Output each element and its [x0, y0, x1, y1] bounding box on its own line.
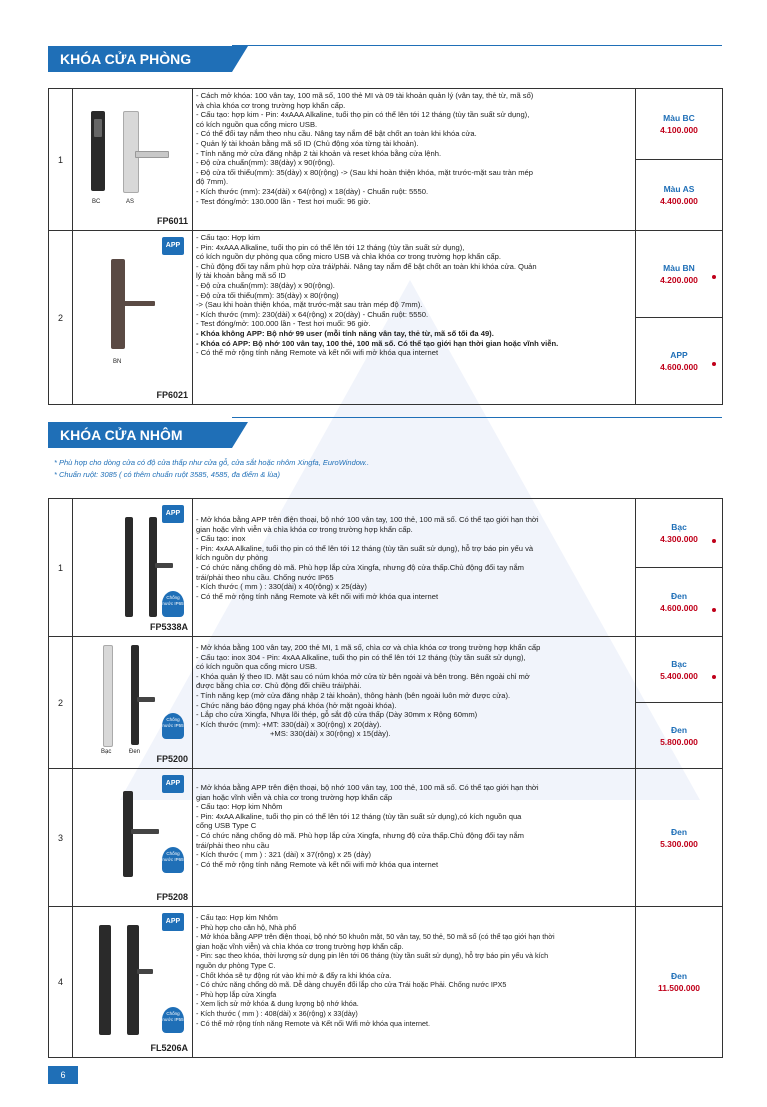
waterproof-badge: Chống nước IP65 [162, 591, 184, 617]
desc-line: - Chốt khóa sẽ tự động rút vào khi mở & đẩy ra khi khóa cửa. [196, 970, 392, 980]
price-value: 5.300.000 [660, 838, 698, 849]
handle-icon [155, 563, 173, 568]
product-description [193, 637, 636, 769]
app-badge: APP [162, 775, 184, 793]
app-badge: APP [162, 913, 184, 931]
price-label: Đen [670, 971, 688, 981]
desc-line: +MS: 330(dài) x 30(rộng) x 15(dày). [270, 729, 391, 739]
page-number: 6 [48, 1066, 78, 1084]
price-cell [636, 499, 723, 637]
note-line: * Phù hợp cho dòng cửa có độ cửa thấp như cửa gỗ, cửa sắt hoặc nhôm Xingfa, EuroWindow.. [54, 458, 370, 467]
color-caption: BN [113, 359, 122, 365]
app-badge: APP [162, 505, 184, 523]
desc-line: - Có chức năng chống dò mã. Phù hợp lắp cửa Xingfa, nhưng độ cửa thấp.Chủ động đổi tay nắm [196, 830, 525, 840]
desc-line: kích nguồn dự phòng [196, 553, 268, 563]
lock-body [123, 791, 133, 877]
app-badge: APP [162, 237, 184, 255]
price-option [636, 318, 722, 404]
dot-icon [712, 675, 716, 679]
product-description [193, 499, 636, 637]
desc-line: - Test đóng/mở: 100.000 lần - Test hơi muối: 96 giờ. [196, 319, 371, 329]
lock-body [127, 925, 139, 1035]
price-option [636, 568, 722, 636]
price-cell [636, 907, 723, 1058]
table-row [49, 89, 723, 231]
handle-icon [137, 969, 153, 974]
row-number: 2 [49, 637, 73, 769]
model-code: FP5200 [156, 754, 188, 764]
desc-line: - Chức năng báo động ngay phá khóa (hở mặt ngoài khóa). [196, 700, 397, 710]
note-line: * Chuẩn ruột: 3085 ( có thêm chuẩn ruột 3585, 4585, đa điểm & lùa) [54, 470, 280, 479]
lock-body [99, 925, 111, 1035]
desc-line: gian hoặc vĩnh viễn và chìa khóa cơ trong trường hợp khẩn cấp. [196, 524, 413, 534]
desc-line: độ 7mm). [196, 177, 229, 187]
model-code: FL5206A [150, 1043, 188, 1053]
dot-icon [712, 539, 716, 543]
price-cell [636, 769, 723, 907]
desc-line: - Cấu tạo: Hợp kim Nhôm [196, 913, 278, 922]
desc-line: - Kích thước ( mm ) : 321 (dài) x 37(rộng) x 25 (dày) [196, 850, 372, 860]
table-row [49, 769, 723, 907]
desc-line: - Kích thước ( mm ) : 408(dài) x 36(rộng) x 33(dày) [196, 1008, 358, 1018]
desc-line: - Mở khóa bằng 100 vân tay, 200 thẻ MI, 1 mã số, chìa cơ và chìa khóa cơ trong trường hợp khẩn cấp [196, 643, 541, 652]
desc-line: - Tính năng mở cửa đăng nhập 2 tài khoản và reset khóa bằng cửa lệnh. [196, 148, 442, 158]
price-value: 5.800.000 [660, 736, 698, 747]
desc-line: - Mở khóa bằng APP trên điện thoại, bộ nhớ 100 vân tay, 100 thẻ, 100 mã số. Có thể tạo giới hạn thời [196, 783, 539, 792]
desc-line: - Quản lý tài khoản bằng mã số ID (Chủ động xóa từng tài khoản). [196, 138, 419, 148]
room-lock-table [48, 88, 723, 405]
waterproof-badge: Chống nước IP55 [162, 713, 184, 739]
desc-line: cổng USB Type C [196, 821, 257, 831]
desc-line: - Mở khóa bằng APP trên điện thoại, bộ nhớ 100 vân tay, 100 thẻ, 100 mã số. Có thể tạo giới hạn thời [196, 515, 539, 524]
product-description [193, 769, 636, 907]
price-label: Màu BC [663, 113, 695, 123]
desc-line: - Cấu tạo: hợp kim - Pin: 4xAAA Alkaline, tuổi thọ pin có thể lên tới 12 tháng (tùy tần suất sử dụng), [196, 110, 530, 120]
waterproof-badge: Chống nước IP55 [162, 1007, 184, 1033]
price-value: 4.200.000 [660, 275, 698, 285]
price-option [636, 499, 722, 568]
keypad-icon [94, 119, 102, 137]
color-caption: Bạc [101, 749, 112, 755]
price-option [636, 231, 722, 318]
desc-line: - Kích thước (mm): 230(dài) x 64(rộng) x 20(dày) - Chuẩn ruột: 5550. [196, 309, 429, 319]
price-value: 5.400.000 [660, 670, 698, 681]
desc-line: - Có thể mở rộng tính năng Remote và kết nối wifi mở khóa qua internet [196, 348, 439, 358]
desc-line: - Cấu tạo: Hợp kim Nhôm [196, 802, 283, 812]
desc-line: - Độ cửa chuẩn(mm): 38(dày) x 90(rộng). [196, 280, 335, 290]
product-image-fp5338a [73, 499, 193, 637]
price-option [636, 89, 722, 160]
price-label: Đen [670, 724, 688, 735]
price-label: Màu AS [663, 184, 695, 194]
price-value: 4.300.000 [660, 534, 698, 544]
model-code: FP6011 [156, 216, 188, 226]
desc-line: - Có thể đổi tay nắm theo nhu cầu. Nâng tay nắm để bật chốt an toàn khi khóa cửa. [196, 129, 477, 139]
header-rule [232, 417, 722, 418]
price-value: 4.600.000 [660, 362, 698, 372]
price-option [636, 160, 722, 230]
price-value: 4.400.000 [660, 196, 698, 206]
handle-icon [137, 697, 155, 702]
product-image-fl5206a [73, 907, 193, 1058]
desc-line: - Kích thước (mm): +MT: 330(dài) x 30(rộng) x 20(dày). [196, 719, 382, 729]
product-image-fp5208 [73, 769, 193, 907]
color-caption: BC [92, 199, 101, 205]
desc-line: - Khóa có APP: Bộ nhớ 100 vân tay, 100 thẻ, 100 mã số. Có thể tạo giới hạn thời gian hoặc vĩnh viễn. [196, 338, 559, 348]
handle-icon [135, 151, 169, 158]
row-number: 1 [49, 499, 73, 637]
desc-line: - Có chức năng chống dò mã. Phù hợp lắp cửa Xingfa, nhưng độ cửa thấp.Chủ động đổi tay nắm [196, 562, 525, 572]
desc-line: - Tính năng kẹp (mở cửa đăng nhập 2 tài khoản), thông hành (bên ngoài luôn mở được cửa). [196, 690, 511, 700]
product-description [193, 907, 636, 1058]
product-image-fp6021 [73, 231, 193, 405]
desc-line: gian hoặc vĩnh viễn và chìa cơ trong trường hợp khẩn cấp [196, 792, 393, 802]
desc-line: -> (Sau khi hoàn thiện khóa, mặt trước-mặt sau tràn mép độ 7mm). [196, 300, 423, 310]
price-label: Đen [670, 826, 688, 837]
color-caption: Đen [129, 749, 141, 755]
price-label: Bạc [671, 658, 687, 669]
desc-line: - Có thể mở rộng tính năng Remote và kết nối wifi mở khóa qua internet [196, 859, 439, 869]
price-label: Bạc [671, 522, 687, 532]
desc-line: - Chủ động đổi tay nắm phù hợp cửa trái/phải. Nâng tay nắm để bật chốt an toàn khi khóa cửa. Quản [196, 261, 537, 271]
price-label: Đen [670, 591, 688, 601]
color-caption: AS [126, 199, 135, 205]
price-option [636, 907, 722, 1057]
price-value: 4.600.000 [660, 603, 698, 613]
table-row [49, 499, 723, 637]
desc-line: nguồn dự phòng Type C. [196, 960, 276, 970]
lock-body-black [131, 645, 139, 745]
desc-line: và chìa khóa cơ trong trường hợp khẩn cấp. [196, 100, 346, 110]
desc-line: có kích nguồn qua cổng micro USB. [196, 662, 318, 672]
desc-line: - Có thể mở rộng tính năng Remote và kết nối wifi mở khóa qua internet [196, 591, 439, 601]
dot-icon [712, 608, 716, 612]
desc-line: - Phù hợp cho căn hộ, Nhà phố [196, 922, 297, 932]
price-cell [636, 89, 723, 231]
row-number: 2 [49, 231, 73, 405]
product-description [193, 89, 636, 231]
table-row [49, 637, 723, 769]
desc-line: - Kích thước ( mm ) : 330(dài) x 40(rộng) x 25(dày) [196, 582, 367, 592]
lock-body-silver [103, 645, 113, 747]
lock-body [125, 517, 133, 617]
table-row [49, 231, 723, 405]
desc-line: - Độ cửa tối thiểu(mm): 35(dày) x 80(rộng) -> (Sau khi hoàn thiện khóa, mặt trước-mặt sau tràn mép [196, 167, 533, 177]
desc-line: - Khóa không APP: Bộ nhớ 99 user (mỗi tính năng vân tay, thẻ từ, mã số tối đa 49). [196, 328, 494, 338]
row-number: 3 [49, 769, 73, 907]
model-code: FP5208 [156, 892, 188, 902]
desc-line: - Có chức năng chống dò mã. Dễ dàng chuyển đổi lắp cho cửa Trái hoặc Phải. Chống nước IPX5 [196, 980, 507, 990]
aluminum-lock-table [48, 498, 723, 1058]
product-image-fp5200 [73, 637, 193, 769]
row-number: 4 [49, 907, 73, 1058]
section-header-aluminum-lock: KHÓA CỬA NHÔM [48, 422, 232, 448]
model-code: FP6021 [156, 390, 188, 400]
desc-line: gian hoặc vĩnh viễn) và chìa khóa cơ trong trường hợp khẩn cấp. [196, 941, 404, 951]
desc-line: - Pin: sạc theo khóa, thời lượng sử dụng pin lên tới 06 tháng (tùy tần suất sử dụng), hỗ trợ báo pin yếu và kích [196, 951, 549, 961]
desc-line: - Cấu tạo: inox 304 - Pin: 4xAA Alkaline, tuổi thọ pin có thể lên tới 12 tháng (tùy tần suất sử dụng), [196, 652, 526, 662]
desc-line: - Có thể mở rộng tính năng Remote và Kết nối Wifi mở khóa qua internet. [196, 1018, 430, 1028]
price-value: 4.100.000 [660, 125, 698, 135]
handle-icon [123, 301, 155, 306]
dot-icon [712, 362, 716, 366]
table-row [49, 907, 723, 1058]
header-rule [232, 45, 722, 46]
model-code: FP5338A [149, 622, 188, 632]
desc-line: - Cách mở khóa: 100 vân tay, 100 mã số, 100 thẻ MI và 09 tài khoản quản lý (vân tay, thẻ từ, mã số) [196, 91, 534, 100]
price-option [636, 703, 722, 768]
waterproof-badge: Chống nước IP65 [162, 847, 184, 873]
section-header-room-lock: KHÓA CỬA PHÒNG [48, 46, 232, 72]
desc-line: - Pin: 4xAAA Alkaline, tuổi thọ pin có thể lên tới 12 tháng (tùy tần suất sử dụng), [196, 242, 465, 252]
price-label: APP [670, 350, 688, 360]
product-description [193, 231, 636, 405]
desc-line: - Test đóng/mở: 130.000 lần - Test hơi muối: 96 giờ. [196, 196, 371, 206]
desc-line: - Cấu tạo: Hợp kim [196, 233, 261, 242]
desc-line: - Độ cửa chuẩn(mm): 38(dày) x 90(rộng). [196, 158, 335, 168]
desc-line: trái/phải theo nhu cầu [196, 840, 270, 850]
desc-line: trái/phải theo nhu cầu. Chống nước IP65 [196, 572, 334, 582]
desc-line: - Pin: 4xAA Alkaline, tuổi thọ pin có thể lên tới 12 tháng (tùy tần suất sử dụng), hỗ trợ báo pin yếu và [196, 543, 534, 553]
price-option [636, 769, 722, 906]
desc-line: - Lắp cho cửa Xingfa, Nhựa lõi thép, gỗ sắt độ cửa thấp (Dày 30mm x Rộng 60mm) [196, 710, 478, 720]
dot-icon [712, 275, 716, 279]
desc-line: - Phù hợp lắp cửa Xingfa [196, 989, 277, 999]
desc-line: - Pin: 4xAA Alkaline, tuổi thọ pin có thể lên tới 12 tháng (tùy tần suất sử dụng),có kích nguồn qua [196, 811, 522, 821]
product-image-fp6011 [73, 89, 193, 231]
price-value: 11.500.000 [657, 983, 701, 993]
desc-line: - Mở khóa bằng APP trên điện thoại, bộ nhớ 50 khuôn mặt, 50 vân tay, 50 thẻ, 50 mã số (có thể tạo giới hạn thời [196, 932, 555, 942]
desc-line: - Khóa quản lý theo ID. Mặt sau có núm khóa mở cửa từ bên ngoài và bên trong. Bên ngoài chỉ mở [196, 671, 530, 681]
desc-line: - Độ cửa tối thiểu(mm): 35(dày) x 80(rộng) [196, 290, 339, 300]
desc-line: - Cấu tạo: inox [196, 534, 246, 544]
desc-line: có kích nguồn qua cổng micro USB. [196, 119, 318, 129]
desc-line: được bằng chìa cơ. Chủ động đổi chiều trái/phải. [196, 681, 362, 691]
price-label: Màu BN [663, 263, 695, 273]
price-option [636, 637, 722, 703]
desc-line: - Kích thước (mm): 234(dài) x 64(rộng) x 18(dày) - Chuẩn ruột: 5550. [196, 186, 429, 196]
price-cell [636, 231, 723, 405]
price-cell [636, 637, 723, 769]
handle-icon [131, 829, 159, 834]
row-number: 1 [49, 89, 73, 231]
desc-line: - Xem lịch sử mở khóa & dung lượng bộ nhớ khóa. [196, 999, 359, 1009]
desc-line: lý tài khoản bằng mã số ID [196, 271, 286, 281]
desc-line: có kích nguồn dự phòng qua cổng micro USB và chìa khóa cơ trong trường hợp khẩn cấp. [196, 252, 501, 262]
